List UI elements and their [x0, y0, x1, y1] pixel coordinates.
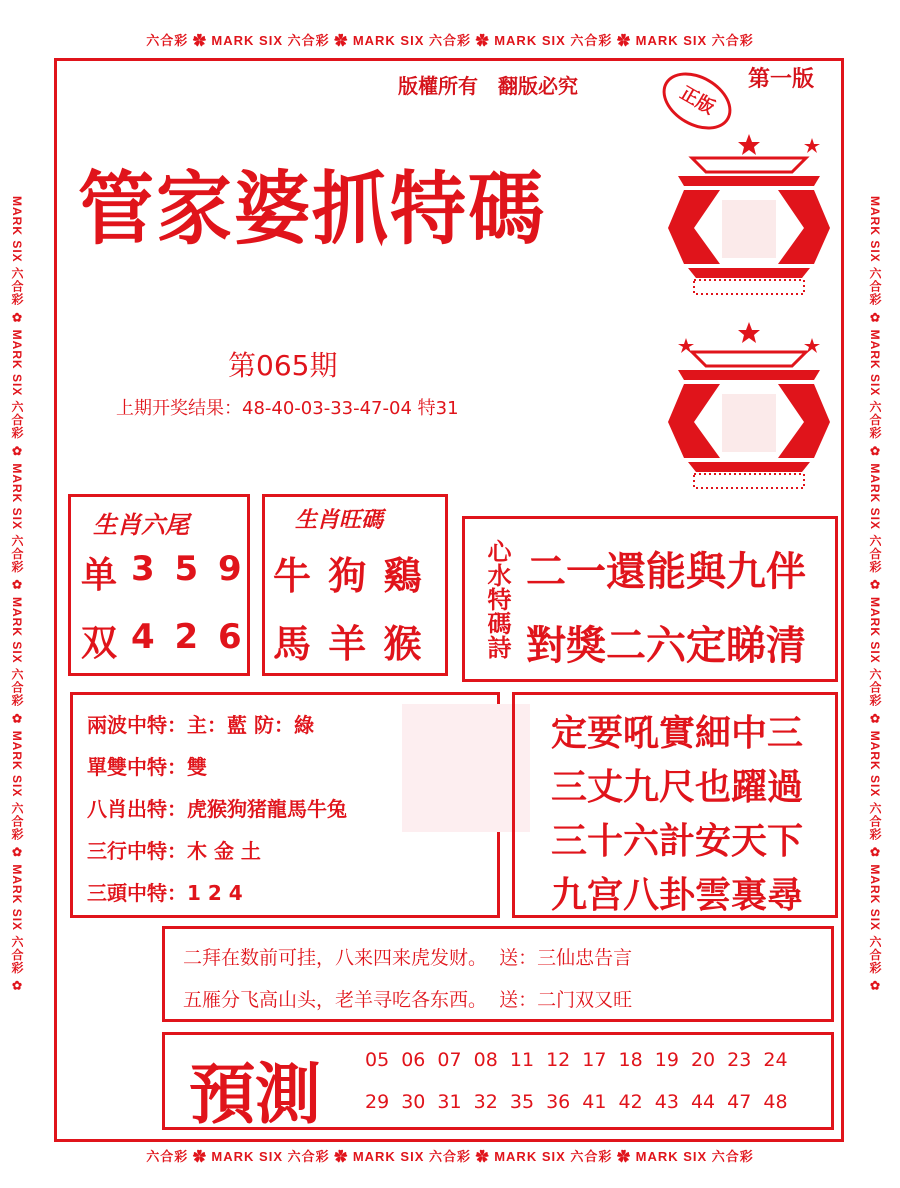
issue-number: 第065期	[228, 349, 338, 382]
edition-label: 第一版	[748, 66, 815, 92]
border-right-text: MARK SIX 六合彩 ✿ MARK SIX 六合彩 ✿ MARK SIX 六合彩 ✿ MARK SIX 六合彩 ✿ MARK SIX 六合彩 ✿ MARK SIX 六合彩 ✿	[868, 196, 882, 994]
double-numbers: 4 2 6	[131, 617, 242, 657]
single-label: 单	[81, 555, 118, 596]
poem-heading: 心水特碼詩	[483, 539, 511, 659]
blurred-patch	[402, 704, 530, 832]
eight-zodiac-tip: 八肖出特：虎猴狗猪龍馬牛兔	[87, 797, 347, 821]
pagoda-illustration-top	[664, 128, 834, 298]
verse-line-1: 定要吼實細中三	[551, 713, 804, 754]
wave-tip: 兩波中特：主：藍 防：綠	[87, 713, 314, 737]
zodiac-lucky-box	[262, 494, 448, 676]
poem-line-1: 二一還能與九伴	[526, 549, 806, 595]
poem-line-2: 對獎二六定睇清	[526, 623, 806, 669]
verse-box	[512, 692, 838, 918]
verse-line-3: 三十六計安天下	[551, 821, 804, 862]
prediction-box	[162, 1032, 834, 1133]
single-numbers: 3 5 9	[131, 549, 242, 589]
border-bottom-text: 六合彩 ✿ MARK SIX 六合彩 ✿ MARK SIX 六合彩 ✿ MARK SIX 六合彩 ✿ MARK SIX 六合彩	[146, 1149, 754, 1164]
lucky-row-1: 牛 狗 鷄	[273, 554, 422, 598]
verse-line-2: 三丈九尺也躍過	[551, 767, 804, 808]
genuine-stamp: 正版	[652, 61, 741, 141]
zodiac-tails-box	[68, 494, 250, 676]
copyright-notice: 版權所有 翻版必究	[398, 74, 578, 98]
saying-line-1: 二拜在数前可挂，八来四来虎发财。 送：三仙忠告言	[183, 947, 633, 969]
elements-tip: 三行中特：木 金 土	[87, 839, 261, 863]
page-title: 管家婆抓特碼	[78, 162, 546, 256]
saying-line-2: 五雁分飞高山头，老羊寻吃各东西。 送：二门双又旺	[183, 989, 633, 1011]
pagoda-illustration-bottom	[664, 312, 834, 492]
prediction-label: 預測	[189, 1055, 321, 1133]
sayings-box	[162, 926, 834, 1022]
zodiac-lucky-heading: 生肖旺碼	[295, 507, 384, 533]
prediction-row-2: 29 30 31 32 35 36 41 42 43 44 47 48	[365, 1091, 788, 1113]
odd-even-tip: 單雙中特：雙	[87, 755, 207, 779]
verse-line-4: 九宫八卦雲裏尋	[551, 875, 804, 916]
zodiac-tails-heading: 生肖六尾	[93, 510, 189, 539]
prediction-row-1: 05 06 07 08 11 12 17 18 19 20 23 24	[365, 1049, 788, 1071]
last-draw-result: 上期开奖结果：48-40-03-33-47-04 特31	[116, 398, 459, 419]
double-label: 双	[81, 623, 118, 664]
border-top-text: 六合彩 ✿ MARK SIX 六合彩 ✿ MARK SIX 六合彩 ✿ MARK SIX 六合彩 ✿ MARK SIX 六合彩	[146, 33, 754, 48]
border-left-text: MARK SIX 六合彩 ✿ MARK SIX 六合彩 ✿ MARK SIX 六合彩 ✿ MARK SIX 六合彩 ✿ MARK SIX 六合彩 ✿ MARK SIX 六合彩 ✿	[10, 196, 24, 994]
heads-tip: 三頭中特：1 2 4	[87, 881, 243, 905]
lucky-row-2: 馬 羊 猴	[273, 622, 422, 666]
